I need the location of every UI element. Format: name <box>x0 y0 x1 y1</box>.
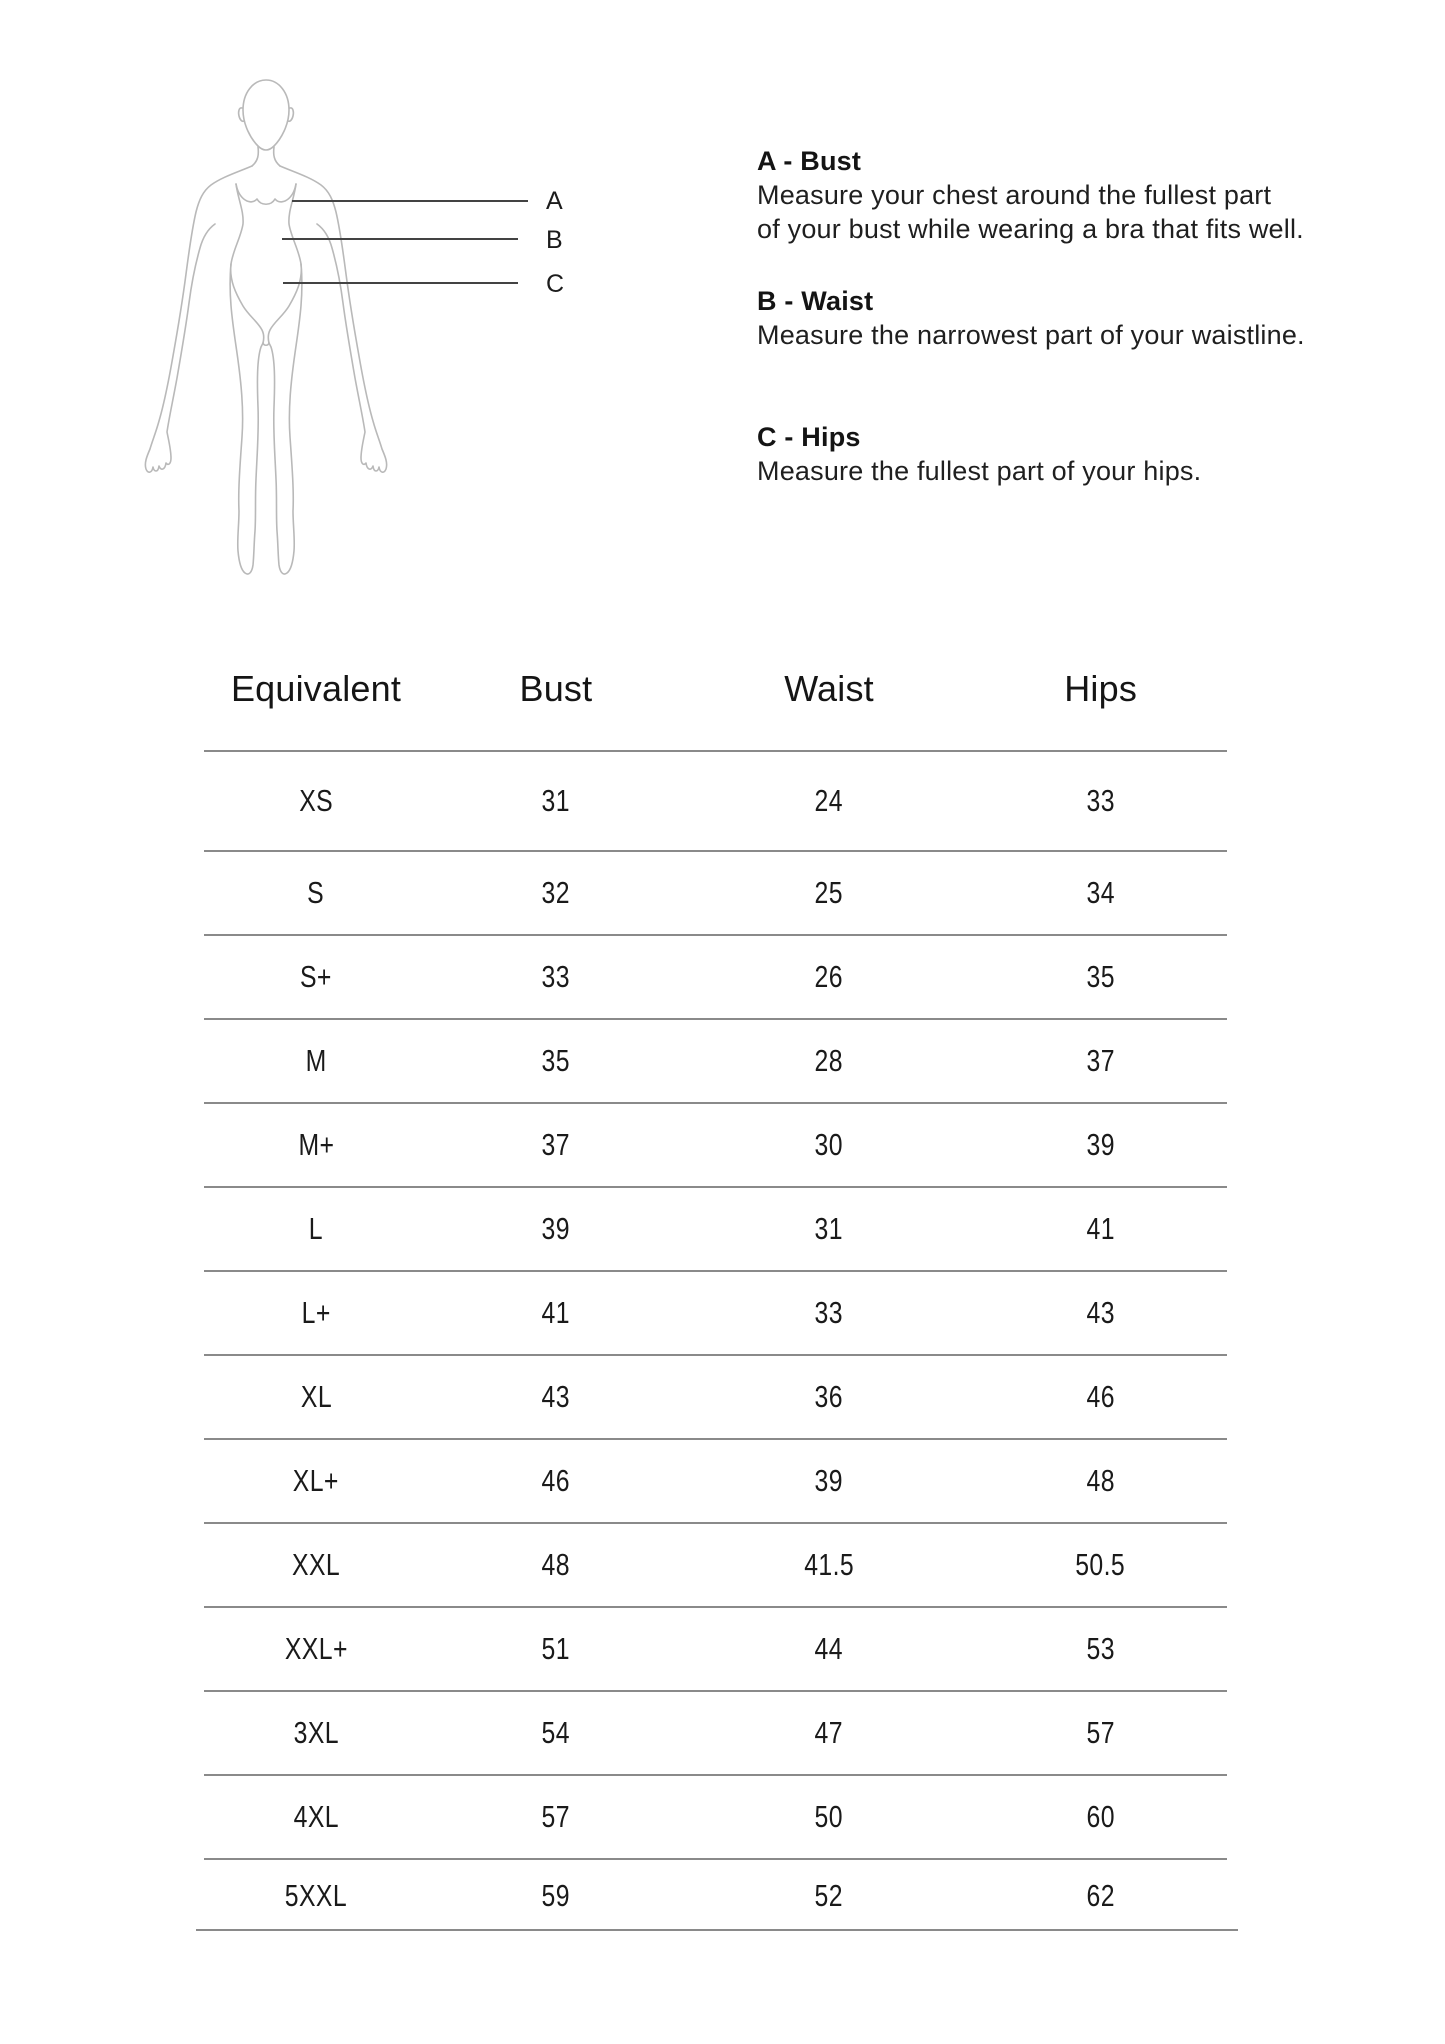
table-cell-text: 37 <box>541 1127 571 1162</box>
table-cell-text: XXL <box>291 1547 341 1582</box>
table-cell-text: 57 <box>1086 1715 1115 1750</box>
table-cell-text: 33 <box>1086 783 1115 818</box>
table-cell-text: 48 <box>541 1547 571 1582</box>
table-cell <box>684 959 975 995</box>
bust-instruction-text: Measure your chest around the fullest part <box>757 180 1272 210</box>
table-cell <box>974 1211 1227 1247</box>
table-cell <box>684 1211 975 1247</box>
table-cell <box>974 1631 1227 1667</box>
table-cell <box>428 1127 684 1163</box>
table-cell <box>204 1295 428 1331</box>
table-cell-text: 35 <box>1086 959 1115 994</box>
table-cell <box>684 1631 975 1667</box>
table-cell <box>974 1715 1227 1751</box>
table-cell <box>204 959 428 995</box>
table-cell <box>428 783 684 819</box>
table-cell <box>428 1043 684 1079</box>
table-cell-text: 43 <box>541 1379 571 1414</box>
table-cell <box>204 1799 428 1835</box>
table-row <box>204 752 1227 852</box>
column-header-waist: Waist <box>784 668 874 709</box>
table-row <box>204 936 1227 1020</box>
table-cell-text: S <box>307 875 325 910</box>
table-cell <box>204 1463 428 1499</box>
table-cell-text: 31 <box>814 1211 844 1246</box>
table-cell-text: XL+ <box>293 1463 340 1498</box>
bust-instruction-text: of your bust while wearing a bra that fits well. <box>757 214 1304 244</box>
table-row <box>204 1104 1227 1188</box>
table-cell-text: 54 <box>541 1715 571 1750</box>
female-silhouette-illustration <box>140 58 396 578</box>
table-cell <box>428 1878 684 1914</box>
column-header-bust: Bust <box>519 668 593 709</box>
table-cell-text: XS <box>299 783 333 818</box>
table-cell <box>204 1878 428 1914</box>
table-cell <box>204 1379 428 1415</box>
table-cell-text: 57 <box>541 1799 571 1834</box>
table-row <box>204 1272 1227 1356</box>
table-cell <box>974 959 1227 995</box>
column-header-hips: Hips <box>1064 668 1138 709</box>
table-cell-text: XL <box>300 1379 332 1414</box>
table-cell <box>428 1715 684 1751</box>
table-cell-text: 53 <box>1086 1631 1115 1666</box>
table-cell <box>974 1463 1227 1499</box>
table-cell <box>428 1295 684 1331</box>
table-cell-text: 39 <box>814 1463 844 1498</box>
bust-pointer-label: A <box>546 187 563 215</box>
table-cell <box>204 1631 428 1667</box>
bust-instruction-heading: A - Bust <box>757 146 862 176</box>
table-cell <box>684 875 975 911</box>
hips-instruction-heading: C - Hips <box>757 422 861 452</box>
table-cell <box>204 1043 428 1079</box>
column-header-equivalent: Equivalent <box>230 668 402 709</box>
table-cell <box>974 1043 1227 1079</box>
table-cell-text: 26 <box>814 959 844 994</box>
table-cell <box>428 1799 684 1835</box>
bust-pointer-line <box>292 200 528 202</box>
table-cell <box>684 1127 975 1163</box>
table-cell-text: 43 <box>1086 1295 1115 1330</box>
table-cell-text: 32 <box>541 875 571 910</box>
table-cell-text: 59 <box>541 1877 571 1913</box>
table-cell-text: 39 <box>541 1211 571 1246</box>
table-cell-text: 41 <box>1086 1211 1115 1246</box>
table-cell-text: 50.5 <box>1075 1547 1126 1582</box>
table-cell <box>428 1211 684 1247</box>
waist-instruction-text: Measure the narrowest part of your waistline. <box>757 320 1305 350</box>
hips-instruction-text: Measure the fullest part of your hips. <box>757 456 1202 486</box>
table-cell-text: XXL+ <box>284 1631 348 1666</box>
table-cell-text: 31 <box>541 783 571 818</box>
table-row <box>204 1524 1227 1608</box>
table-cell-text: 47 <box>814 1715 844 1750</box>
waist-pointer-line <box>282 238 518 240</box>
table-cell-text: 25 <box>814 875 844 910</box>
table-cell-text: 4XL <box>293 1799 339 1834</box>
hips-pointer-label: C <box>546 270 565 298</box>
table-row <box>204 1440 1227 1524</box>
table-cell <box>974 1878 1227 1914</box>
table-cell <box>684 1799 975 1835</box>
table-cell-text: 52 <box>814 1877 844 1913</box>
table-cell <box>684 783 975 819</box>
table-cell <box>428 1547 684 1583</box>
table-cell-text: 50 <box>814 1799 844 1834</box>
table-cell <box>204 1547 428 1583</box>
table-cell-text: 5XXL <box>284 1877 348 1913</box>
table-cell <box>428 959 684 995</box>
table-row <box>204 1020 1227 1104</box>
bust-instruction-section <box>757 144 1397 246</box>
waist-instruction-heading: B - Waist <box>757 286 874 316</box>
table-cell-text: L+ <box>301 1295 331 1330</box>
table-cell-text: 3XL <box>293 1715 339 1750</box>
table-row <box>204 1776 1227 1860</box>
table-cell-text: 41.5 <box>804 1547 854 1582</box>
table-cell-text: S+ <box>300 959 332 994</box>
table-cell-text: 44 <box>814 1631 844 1666</box>
table-cell <box>684 1043 975 1079</box>
table-row <box>204 1356 1227 1440</box>
body-diagram <box>140 58 396 578</box>
table-cell <box>684 1878 975 1914</box>
table-cell-text: 33 <box>814 1295 844 1330</box>
table-cell-text: 46 <box>1086 1379 1115 1414</box>
table-cell <box>974 1799 1227 1835</box>
waist-instruction-section <box>757 284 1397 352</box>
table-cell <box>684 1295 975 1331</box>
table-cell-text: 37 <box>1086 1043 1115 1078</box>
hips-pointer-line <box>283 282 518 284</box>
table-cell-text: 51 <box>541 1631 571 1666</box>
size-table-body <box>204 752 1227 1931</box>
table-cell-text: M+ <box>298 1127 334 1162</box>
table-cell-text: 35 <box>541 1043 571 1078</box>
table-row <box>204 1608 1227 1692</box>
table-cell <box>974 1547 1227 1583</box>
table-cell <box>684 1547 975 1583</box>
table-cell <box>684 1715 975 1751</box>
table-cell-text: 24 <box>814 783 844 818</box>
table-cell-text: 46 <box>541 1463 571 1498</box>
table-cell-text: 33 <box>541 959 571 994</box>
table-cell-text: 34 <box>1086 875 1115 910</box>
table-cell <box>204 783 428 819</box>
table-cell <box>974 875 1227 911</box>
table-row <box>204 852 1227 936</box>
table-cell-text: 36 <box>814 1379 844 1414</box>
table-cell <box>428 875 684 911</box>
table-cell <box>428 1379 684 1415</box>
table-bottom-rule <box>196 1929 1238 1931</box>
table-cell-text: M <box>305 1043 327 1078</box>
table-cell <box>974 1295 1227 1331</box>
hips-instruction-section <box>757 420 1397 488</box>
table-cell-text: 39 <box>1086 1127 1115 1162</box>
table-row <box>204 1188 1227 1272</box>
table-cell-text: 41 <box>541 1295 571 1330</box>
table-row <box>204 1860 1227 1931</box>
table-cell <box>684 1463 975 1499</box>
table-cell <box>684 1379 975 1415</box>
table-cell-text: 28 <box>814 1043 844 1078</box>
table-cell <box>974 1379 1227 1415</box>
table-cell <box>204 1211 428 1247</box>
table-row <box>204 1692 1227 1776</box>
table-cell <box>428 1463 684 1499</box>
table-cell-text: 60 <box>1086 1799 1115 1834</box>
size-chart-table <box>204 665 1227 1931</box>
waist-pointer-label: B <box>546 226 563 254</box>
table-cell <box>428 1631 684 1667</box>
table-cell <box>204 1127 428 1163</box>
table-cell <box>204 1715 428 1751</box>
table-cell-text: 30 <box>814 1127 844 1162</box>
table-cell <box>204 875 428 911</box>
table-cell <box>974 783 1227 819</box>
table-cell-text: 48 <box>1086 1463 1115 1498</box>
table-cell-text: 62 <box>1086 1877 1115 1913</box>
table-cell-text: L <box>308 1211 324 1246</box>
table-cell <box>974 1127 1227 1163</box>
size-table-header-row <box>204 665 1227 752</box>
